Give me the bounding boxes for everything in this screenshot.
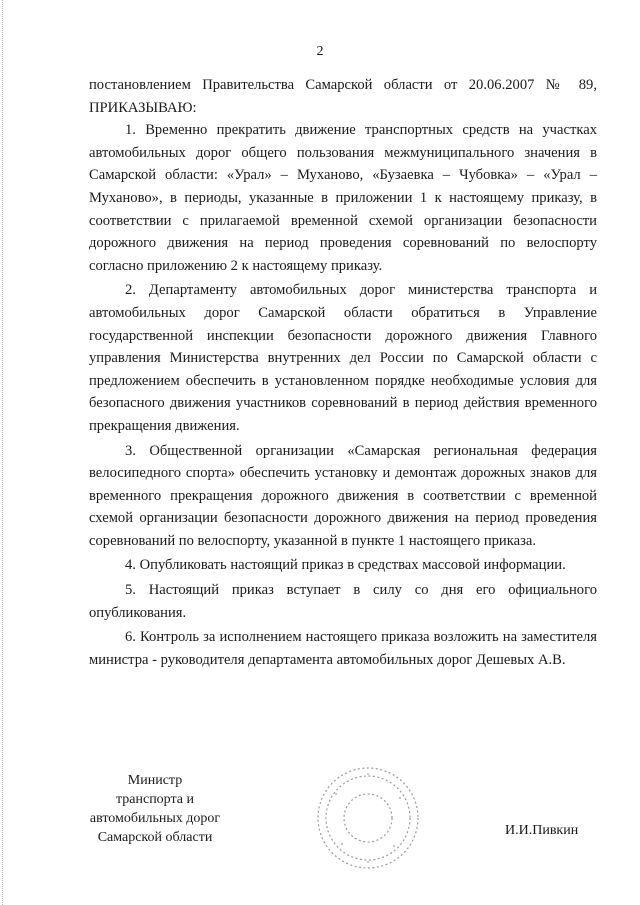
signatory-title-line: транспорта и	[115, 792, 194, 807]
paragraph-item-1: 1. Временно прекратить движение транспортных средств на участках автомобильных дорог общего пользования межмуниципального значения в Самарской области: «Урал» – Муханово, «Бузаевка – Чубовка» – «Урал – Муханово», в периоды, указанные в приложении 1 к настоящему приказу, в соответствии с прилагаемой временной схемой организации безопасности дорожного движения на период проведения соревнований по велоспорту согласно приложению 2 к настоящему приказу.	[89, 122, 597, 274]
signatory-title-line: Самарской области	[97, 830, 213, 845]
paragraph-legal-basis: постановлением Правительства Самарской области от 20.06.2007 № 89,	[89, 77, 597, 93]
paragraph-item-5: 5. Настоящий приказ вступает в силу со дня его официального опубликования.	[89, 582, 597, 621]
signatory-title	[80, 771, 230, 847]
paragraph-order-heading: ПРИКАЗЫВАЮ:	[89, 99, 197, 116]
signatory-title-line: автомобильных дорог	[89, 811, 221, 826]
signatory-name: И.И.Пивкин	[505, 823, 579, 838]
page-number: 2	[316, 44, 324, 59]
paragraph-item-2: 2. Департаменту автомобильных дорог министерства транспорта и автомобильных дорог Самарской области обратиться в Управление государственной инспекции безопасности дорожного движения Главного управления Министерства внутренних дел России по Самарской области с предложением обеспечить в установленном порядке необходимые условия для безопасного движения участников соревнований в период действия временного прекращения движения.	[89, 282, 597, 434]
signatory-title-line: Министр	[127, 773, 183, 788]
paragraph-item-3: 3. Общественной организации «Самарская региональная федерация велосипедного спорта» обеспечить установку и демонтаж дорожных знаков для временного прекращения дорожного движения в соответствии с временной схемой организации безопасности дорожного движения на период проведения соревнований по велоспорту, указанной в пункте 1 настоящего приказа.	[89, 442, 597, 549]
binding-edge	[2, 0, 5, 905]
paragraph-item-4: 4. Опубликовать настоящий приказ в средствах массовой информации.	[125, 557, 566, 574]
paragraph-item-6: 6. Контроль за исполнением настоящего приказа возложить на заместителя министра - руководителя департамента автомобильных дорог Дешевых А.В.	[89, 629, 597, 668]
official-stamp	[314, 764, 422, 872]
order-body	[89, 74, 597, 671]
